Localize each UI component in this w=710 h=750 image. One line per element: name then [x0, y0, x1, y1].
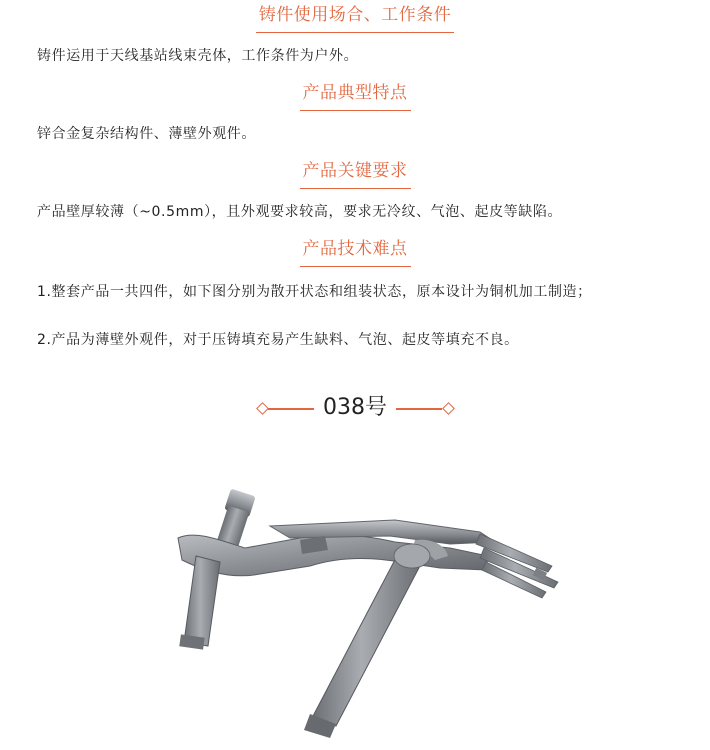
section-heading-label: 产品典型特点 — [300, 82, 411, 111]
section-body-requirements: 产品壁厚较薄（~0.5mm），且外观要求较高，要求无冷纹、气泡、起皮等缺陷。 — [37, 204, 563, 220]
right-divider-line — [396, 408, 442, 410]
part-left-leg — [179, 556, 220, 650]
section-heading-label: 铸件使用场合、工作条件 — [256, 4, 455, 33]
section-heading-features — [0, 82, 710, 112]
part-top-peg — [217, 489, 256, 549]
case-number: 038号 — [323, 395, 387, 420]
section-heading-label: 产品技术难点 — [300, 238, 411, 267]
section-body-usage: 铸件运用于天线基站线束壳体，工作条件为户外。 — [37, 48, 359, 64]
section-body-features: 锌合金复杂结构件、薄壁外观件。 — [37, 126, 256, 142]
case-number-badge — [0, 392, 710, 426]
part-right-leg — [304, 544, 430, 738]
part-fork-prongs — [476, 534, 558, 598]
section-heading-label: 产品关键要求 — [300, 160, 411, 189]
difficulty-line-2: 2.产品为薄壁外观件，对于压铸填充易产生缺料、气泡、起皮等填充不良。 — [37, 332, 519, 348]
section-heading-difficulties — [0, 238, 710, 268]
difficulty-line-1: 1.整套产品一共四件，如下图分别为散开状态和组装状态，原本设计为铜机加工制造； — [37, 284, 592, 300]
product-photo — [150, 470, 570, 745]
section-heading-usage — [0, 4, 710, 34]
section-heading-requirements — [0, 160, 710, 190]
